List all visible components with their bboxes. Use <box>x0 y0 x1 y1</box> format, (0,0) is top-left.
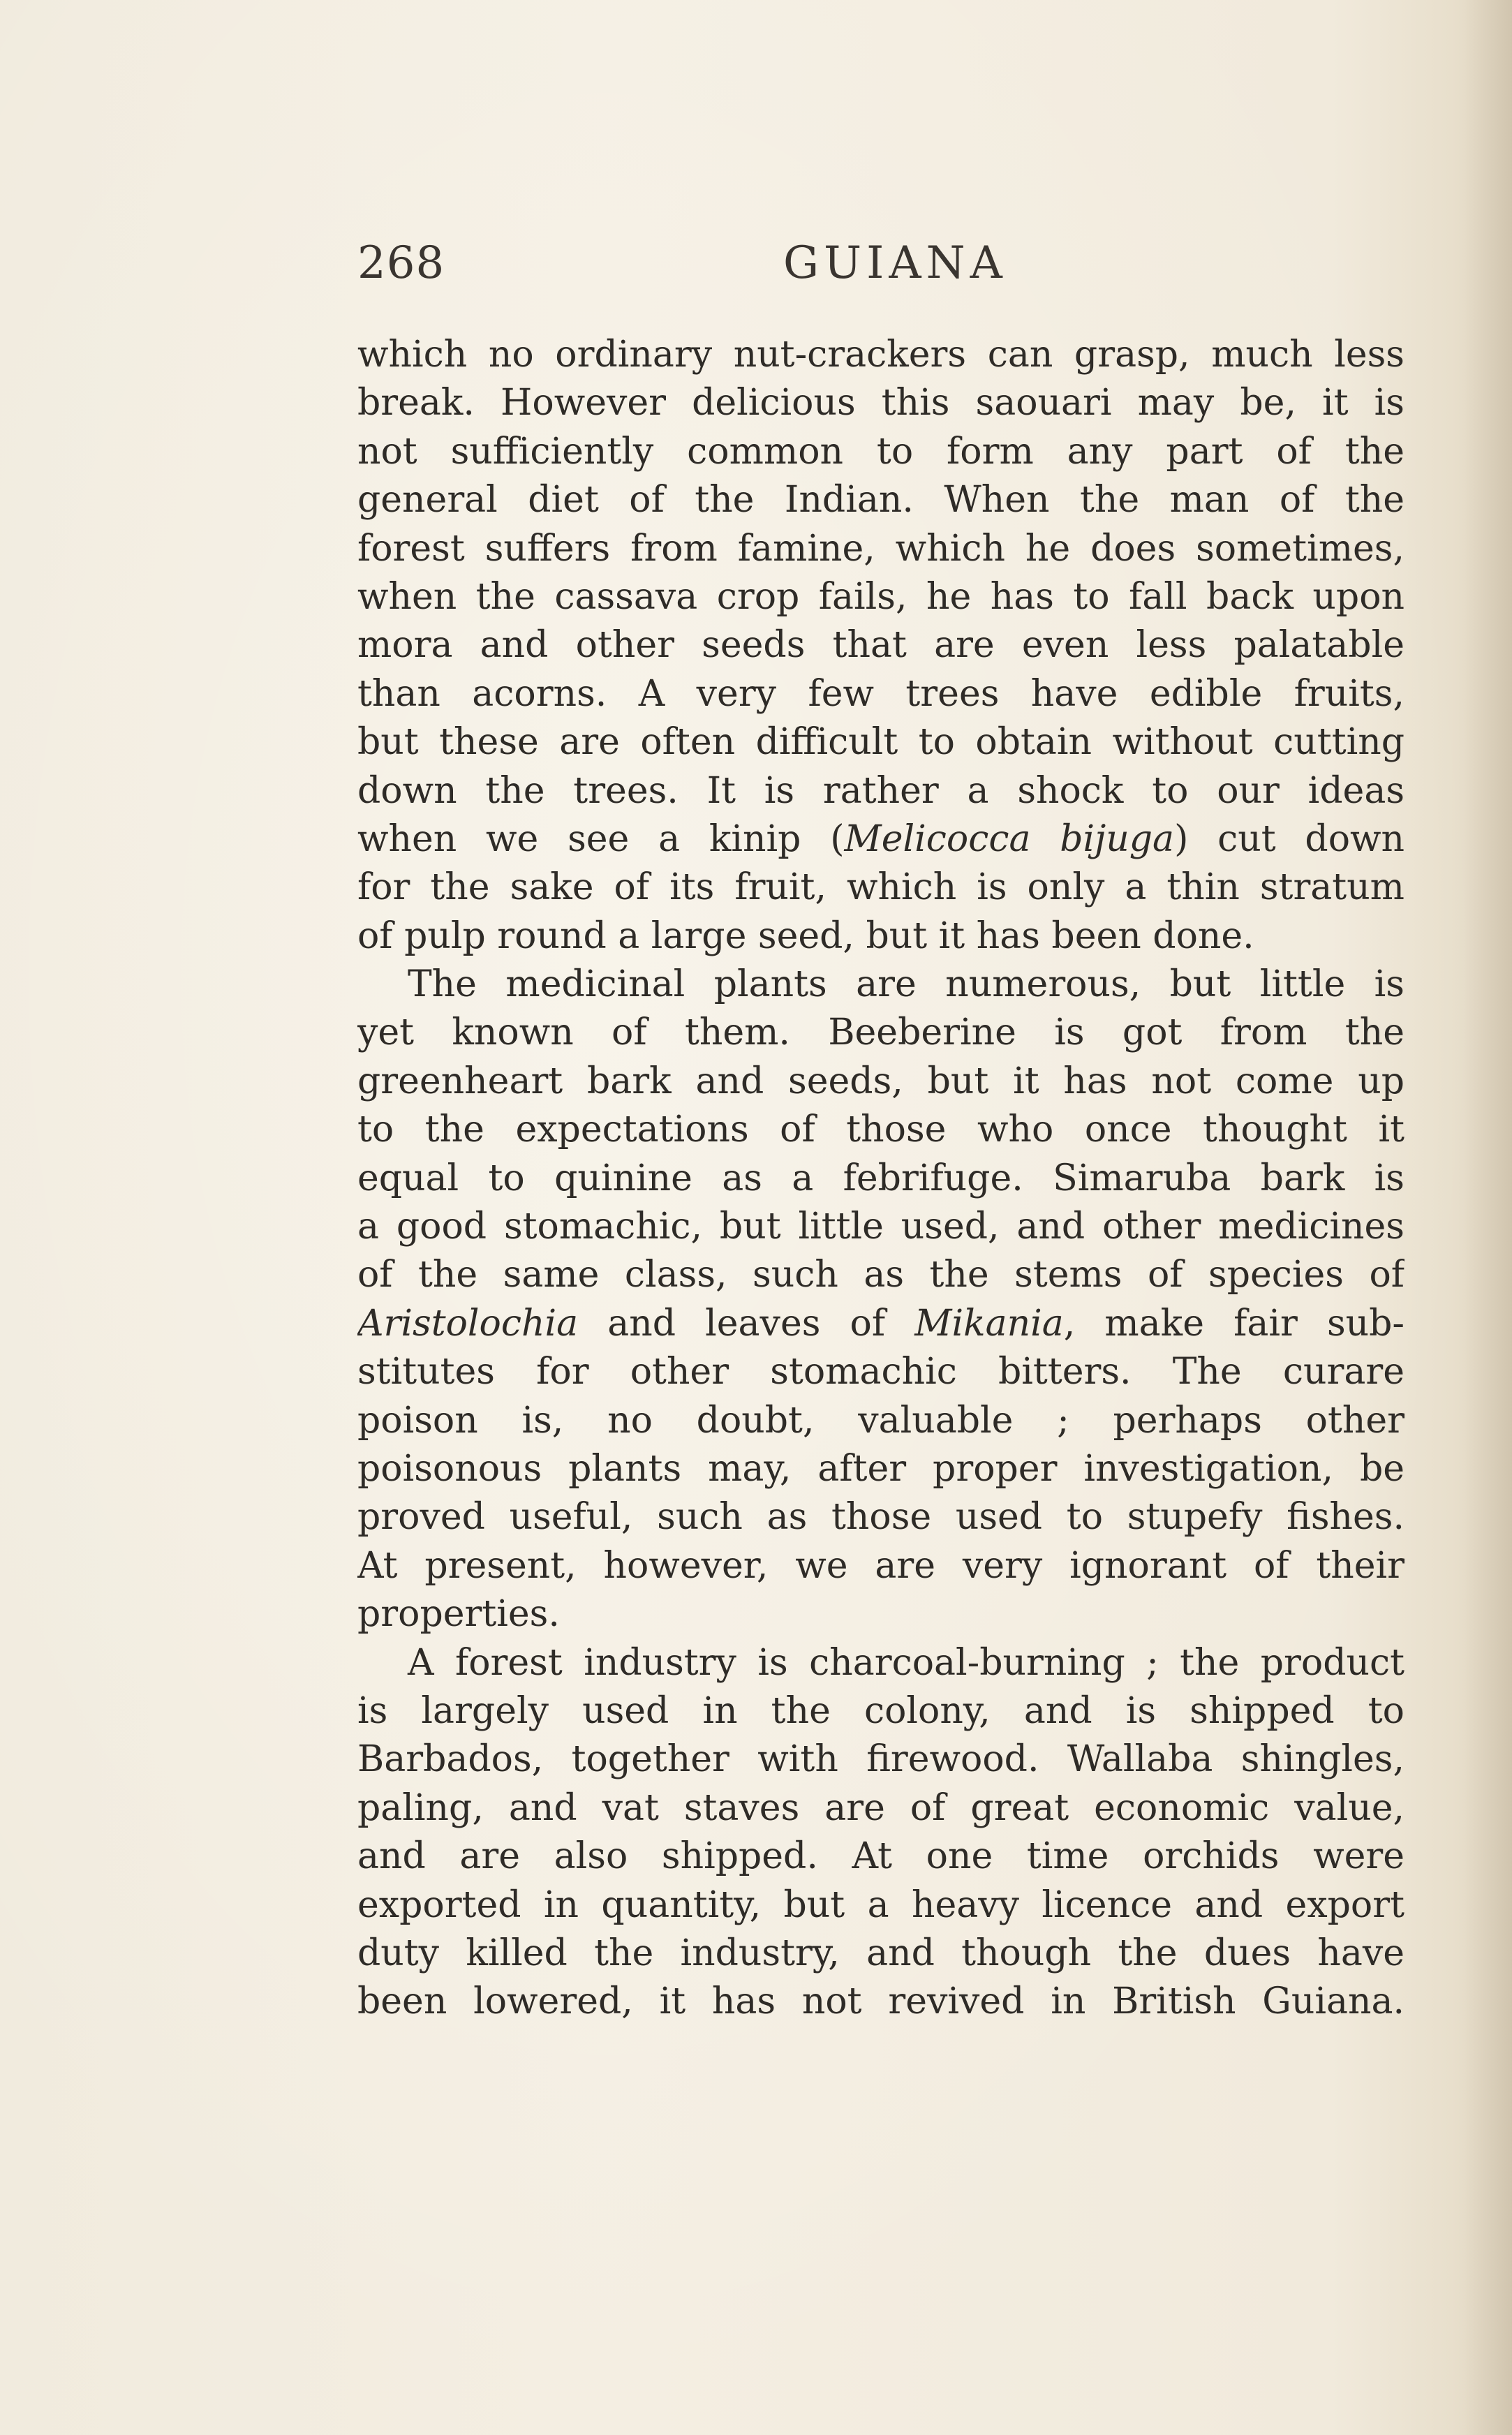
text-line: greenheart bark and seeds, but it has not come up <box>357 1060 1404 1102</box>
text-line: of the same class, such as the stems of species of <box>357 1254 1404 1296</box>
text-line: is largely used in the colony, and is shipped to <box>357 1689 1404 1732</box>
text-line: The medicinal plants are numerous, but little is <box>408 963 1404 1006</box>
text-line: Barbados, together with firewood. Wallaba shingles, <box>357 1738 1404 1781</box>
text-line: equal to quinine as a febrifuge. Simaruba bark is <box>357 1157 1404 1199</box>
text-line: a good stomachic, but little used, and other medicines <box>357 1206 1404 1248</box>
text-line: down the trees. It is rather a shock to our ideas <box>357 769 1404 812</box>
text-line: properties. <box>357 1593 560 1636</box>
text-segment: ) cut down <box>1174 817 1404 860</box>
text-line: but these are often difficult to obtain without cutting <box>357 721 1404 764</box>
page-header <box>357 237 1404 300</box>
text-line: general diet of the Indian. When the man of the <box>357 479 1404 521</box>
text-line: poison is, no doubt, valuable ; perhaps other <box>357 1399 1404 1442</box>
text-line: exported in quantity, but a heavy licence and export <box>357 1883 1404 1926</box>
italic-species-name: Melicocca bijuga <box>844 817 1175 860</box>
text-line: which no ordinary nut-crackers can grasp, much less <box>357 334 1404 376</box>
text-line: duty killed the industry, and though the dues have <box>357 1932 1404 1974</box>
text-segment: when we see a kinip ( <box>357 817 845 860</box>
text-line: stitutes for other stomachic bitters. The curare <box>357 1351 1404 1393</box>
text-line: and are also shipped. At one time orchids were <box>357 1835 1404 1878</box>
body-text <box>357 331 1404 2027</box>
text-line: for the sake of its fruit, which is only a thin stratum <box>357 866 1404 909</box>
italic-genus-name: Aristolochia <box>357 1302 579 1345</box>
text-line: proved useful, such as those used to stupefy fishes. <box>357 1496 1404 1539</box>
text-line: At present, however, we are very ignorant of their <box>357 1544 1404 1587</box>
page-edge-shadow <box>1463 0 1512 2435</box>
text-line: been lowered, it has not revived in British Guiana. <box>357 1981 1404 2023</box>
text-line: break. However delicious this saouari may be, it is <box>357 382 1404 424</box>
running-title: GUIANA <box>783 237 1007 289</box>
text-segment: , make fair sub- <box>1063 1302 1404 1345</box>
text-line: than acorns. A very few trees have edible fruits, <box>357 672 1404 715</box>
text-line <box>357 815 1404 864</box>
page-number: 268 <box>357 237 445 289</box>
text-line <box>357 1300 1404 1348</box>
text-line: when the cassava crop fails, he has to fall back upon <box>357 575 1404 618</box>
text-line: forest suffers from famine, which he does sometimes, <box>357 527 1404 570</box>
text-segment: and leaves of <box>578 1302 915 1345</box>
text-line: not sufficiently common to form any part of the <box>357 430 1404 473</box>
text-line: A forest industry is charcoal-burning ; the product <box>408 1641 1404 1684</box>
text-line: paling, and vat staves are of great economic value, <box>357 1786 1404 1829</box>
text-line: poisonous plants may, after proper investigation, be <box>357 1447 1404 1490</box>
italic-genus-name: Mikania <box>914 1302 1064 1345</box>
text-line: to the expectations of those who once thought it <box>357 1109 1404 1151</box>
text-line: yet known of them. Beeberine is got from the <box>357 1012 1404 1054</box>
text-line: mora and other seeds that are even less palatable <box>357 624 1404 667</box>
text-line: of pulp round a large seed, but it has been done. <box>357 915 1254 957</box>
